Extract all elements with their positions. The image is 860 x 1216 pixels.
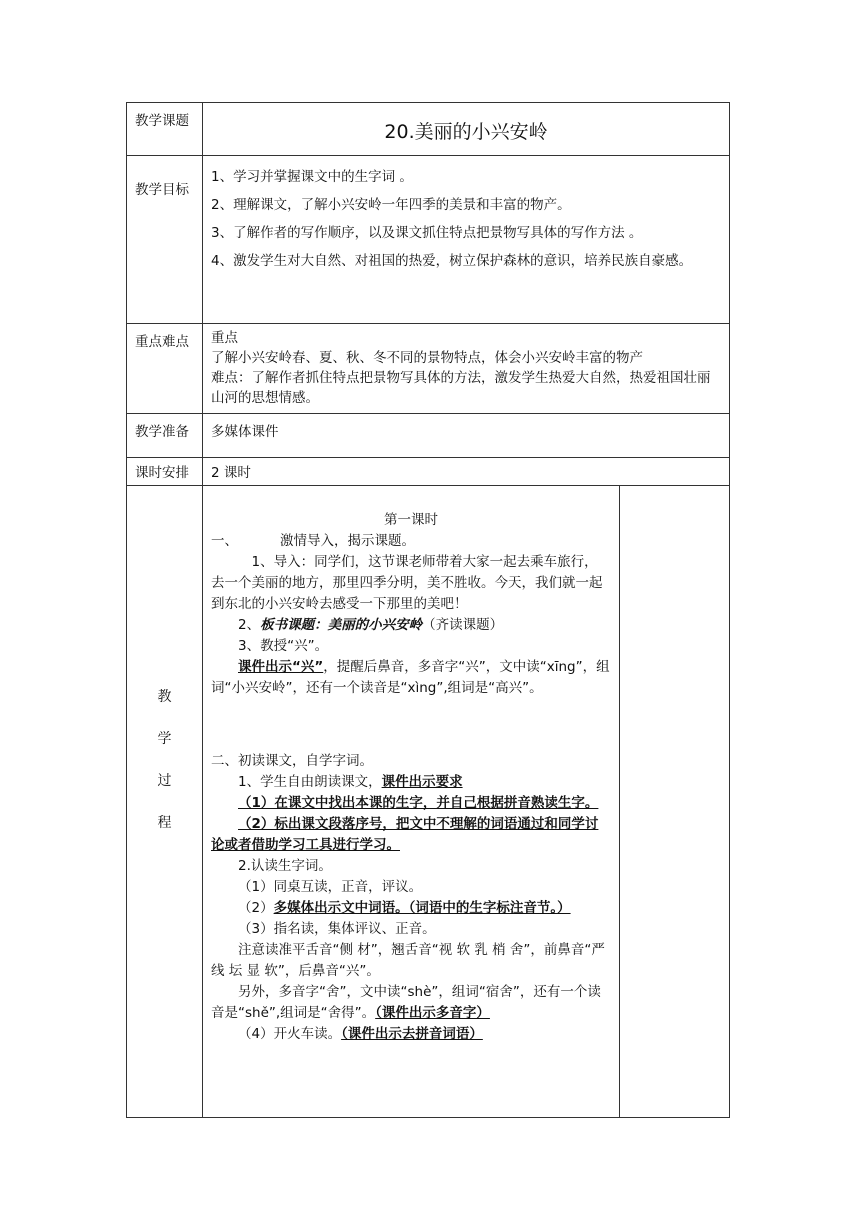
goal-item: 4、激发学生对大自然、对祖国的热爱，树立保护森林的意识，培养民族自豪感。 [211, 253, 693, 269]
read-step-2: 2.认读生字词。 [238, 858, 332, 874]
lesson-subtitle: 第一课时 [384, 512, 438, 528]
time-label: 课时安排 [127, 458, 203, 486]
step-2: 2、板书课题：美丽的小兴安岭（齐读课题） [238, 617, 504, 633]
row-time [127, 458, 730, 486]
pronunciation-note: 注意读准平舌音“侧 材”，翘舌音“视 软 乳 梢 舍”，前鼻音“严 线 坛 显 软”，后鼻音“兴”。 [211, 942, 605, 979]
time-value: 2 课时 [203, 458, 730, 486]
row-prep [127, 414, 730, 458]
section-heading-2: 二、初读课文，自学字词。 [211, 753, 373, 769]
requirement-1: （1）在课文中找出本课的生字，并自己根据拼音熟读生字。 [238, 795, 599, 811]
process-label [127, 486, 203, 1118]
courseware-note: 课件出示“兴” [238, 659, 324, 675]
step-4: 课件出示“兴”，提醒后鼻音，多音字“兴”，文中读“xīng”，组词“小兴安岭”，还有一个读音是“xìng”,组词是“高兴”。 [211, 659, 610, 696]
goal-item: 3、了解作者的写作顺序，以及课文抓住特点把景物写具体的写作方法 。 [211, 225, 643, 241]
polyphone-note: 另外，多音字“舍”，文中读“shè”，组词“宿舍”，还有一个读音是“shě”,组词是“舍得”。（课件出示多音字） [211, 984, 601, 1021]
process-label-char: 过 [157, 773, 172, 789]
read-sub-3: （3）指名读，集体评议、正音。 [238, 921, 436, 937]
goals-content [203, 156, 730, 324]
process-content [203, 486, 620, 1118]
read-sub-1: （1）同桌互读，正音，评议。 [238, 879, 423, 895]
requirement-2: （2）标出课文段落序号，把文中不理解的词语通过和同学讨论或者借助学习工具进行学习。 [211, 816, 599, 853]
row-process [127, 486, 730, 1118]
read-sub-2: （2）多媒体出示文中词语。（词语中的生字标注音节。） [238, 900, 571, 916]
step-3: 3、教授“兴”。 [238, 638, 329, 654]
notes-column [620, 486, 730, 1118]
intro-paragraph: 1、导入：同学们，这节课老师带着大家一起去乘车旅行，去一个美丽的地方，那里四季分明，美不胜收。今天，我们就一起到东北的小兴安岭去感受一下那里的美吧！ [211, 554, 603, 612]
topic-label: 教学课题 [127, 103, 203, 156]
lesson-title: 20.美丽的小兴安岭 [203, 103, 730, 156]
process-label-char: 程 [157, 815, 172, 831]
courseware-note: （课件出示多音字） [375, 1005, 490, 1021]
goal-item: 2、理解课文，了解小兴安岭一年四季的美景和丰富的物产。 [211, 197, 571, 213]
courseware-note: 课件出示要求 [381, 774, 463, 790]
section-number: 一、 [211, 533, 238, 549]
read-step-1: 1、学生自由朗读课文，课件出示要求 [238, 774, 463, 790]
process-label-char: 教 [157, 689, 172, 705]
key-difficulty: 难点：了解作者抓住特点把景物写具体的方法，激发学生热爱大自然，热爱祖国壮丽山河的思想情感。 [211, 370, 711, 406]
lesson-plan-table [126, 102, 730, 1118]
key-point: 了解小兴安岭春、夏、秋、冬不同的景物特点，体会小兴安岭丰富的物产 [211, 350, 643, 366]
row-goals [127, 156, 730, 324]
spacer [211, 699, 611, 751]
section-text: 激情导入，揭示课题。 [280, 533, 415, 549]
prep-value: 多媒体课件 [203, 414, 730, 458]
goals-label: 教学目标 [127, 156, 203, 324]
courseware-note: 多媒体出示文中词语。（词语中的生字标注音节。） [273, 900, 571, 916]
prep-label: 教学准备 [127, 414, 203, 458]
courseware-note: （课件出示去拼音词语） [341, 1026, 483, 1042]
key-label: 重点难点 [127, 324, 203, 414]
row-topic [127, 103, 730, 156]
section-heading-1 [211, 531, 611, 552]
process-label-char: 学 [157, 731, 172, 747]
key-content [203, 324, 730, 414]
read-sub-4: （4）开火车读。（课件出示去拼音词语） [238, 1026, 483, 1042]
board-title: 板书课题：美丽的小兴安岭 [260, 617, 423, 633]
key-heading: 重点 [211, 330, 238, 346]
row-key-points [127, 324, 730, 414]
goal-item: 1、学习并掌握课文中的生字词 。 [211, 169, 413, 185]
